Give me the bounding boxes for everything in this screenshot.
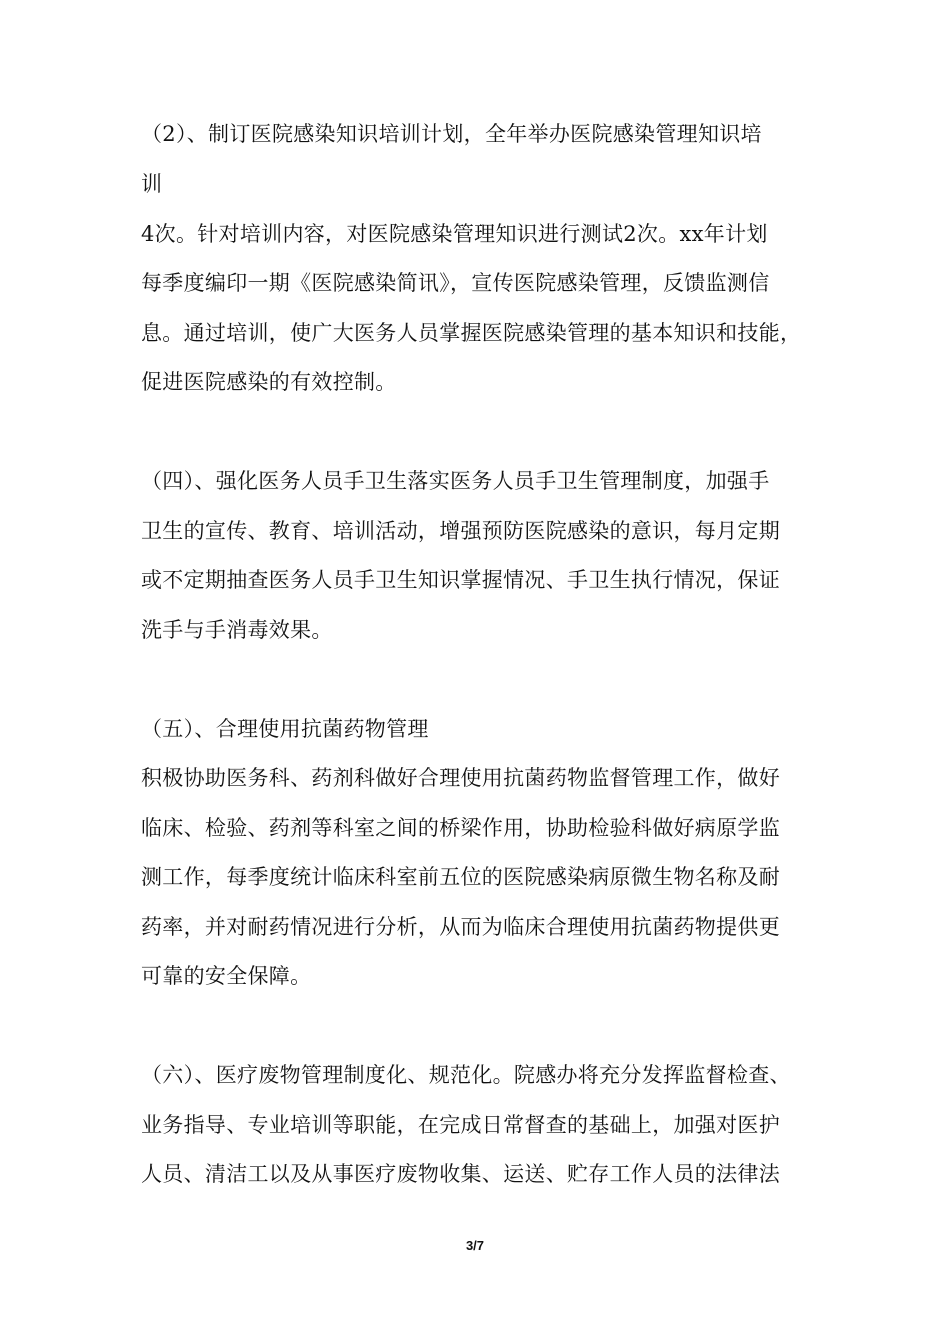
paragraph-4-line-2: 业务指导、专业培训等职能，在完成日常督查的基础上，加强对医护 bbox=[141, 1113, 780, 1137]
paragraph-4-line-3: 人员、清洁工以及从事医疗废物收集、运送、贮存工作人员的法律法 bbox=[141, 1162, 780, 1186]
paragraph-2-line-1: （四）、强化医务人员手卫生落实医务人员手卫生管理制度，加强手 bbox=[141, 469, 770, 493]
paragraph-1-line-1: （2）、制订医院感染知识培训计划，全年举办医院感染管理知识培 bbox=[141, 122, 762, 146]
paragraph-3-line-5: 药率，并对耐药情况进行分析，从而为临床合理使用抗菌药物提供更 bbox=[141, 915, 780, 939]
paragraph-3-line-2: 积极协助医务科、药剂科做好合理使用抗菌药物监督管理工作，做好 bbox=[141, 766, 780, 790]
paragraph-2-line-2: 卫生的宣传、教育、培训活动，增强预防医院感染的意识，每月定期 bbox=[141, 519, 780, 543]
paragraph-1-line-4: 每季度编印一期《医院感染简讯》，宣传医院感染管理，反馈监测信 bbox=[141, 271, 770, 295]
paragraph-3-line-1: （五）、合理使用抗菌药物管理 bbox=[141, 717, 429, 741]
paragraph-1-line-5: 息。通过培训，使广大医务人员掌握医院感染管理的基本知识和技能， bbox=[141, 321, 802, 345]
paragraph-3-line-4: 测工作，每季度统计临床科室前五位的医院感染病原微生物名称及耐 bbox=[141, 865, 780, 889]
paragraph-1-line-2: 训 bbox=[141, 172, 163, 196]
paragraph-3-line-3: 临床、检验、药剂等科室之间的桥梁作用，协助检验科做好病原学监 bbox=[141, 816, 780, 840]
paragraph-3-line-6: 可靠的安全保障。 bbox=[141, 964, 312, 988]
paragraph-4-line-1: （六）、医疗废物管理制度化、规范化。院感办将充分发挥监督检查、 bbox=[141, 1063, 791, 1087]
page-number: 3/7 bbox=[465, 1238, 485, 1253]
paragraph-1-line-6: 促进医院感染的有效控制。 bbox=[141, 370, 397, 394]
paragraph-1-line-3: 4次。针对培训内容，对医院感染管理知识进行测试2次。xx年计划 bbox=[141, 222, 768, 246]
paragraph-2-line-4: 洗手与手消毒效果。 bbox=[141, 618, 333, 642]
paragraph-2-line-3: 或不定期抽查医务人员手卫生知识掌握情况、手卫生执行情况，保证 bbox=[141, 568, 780, 592]
